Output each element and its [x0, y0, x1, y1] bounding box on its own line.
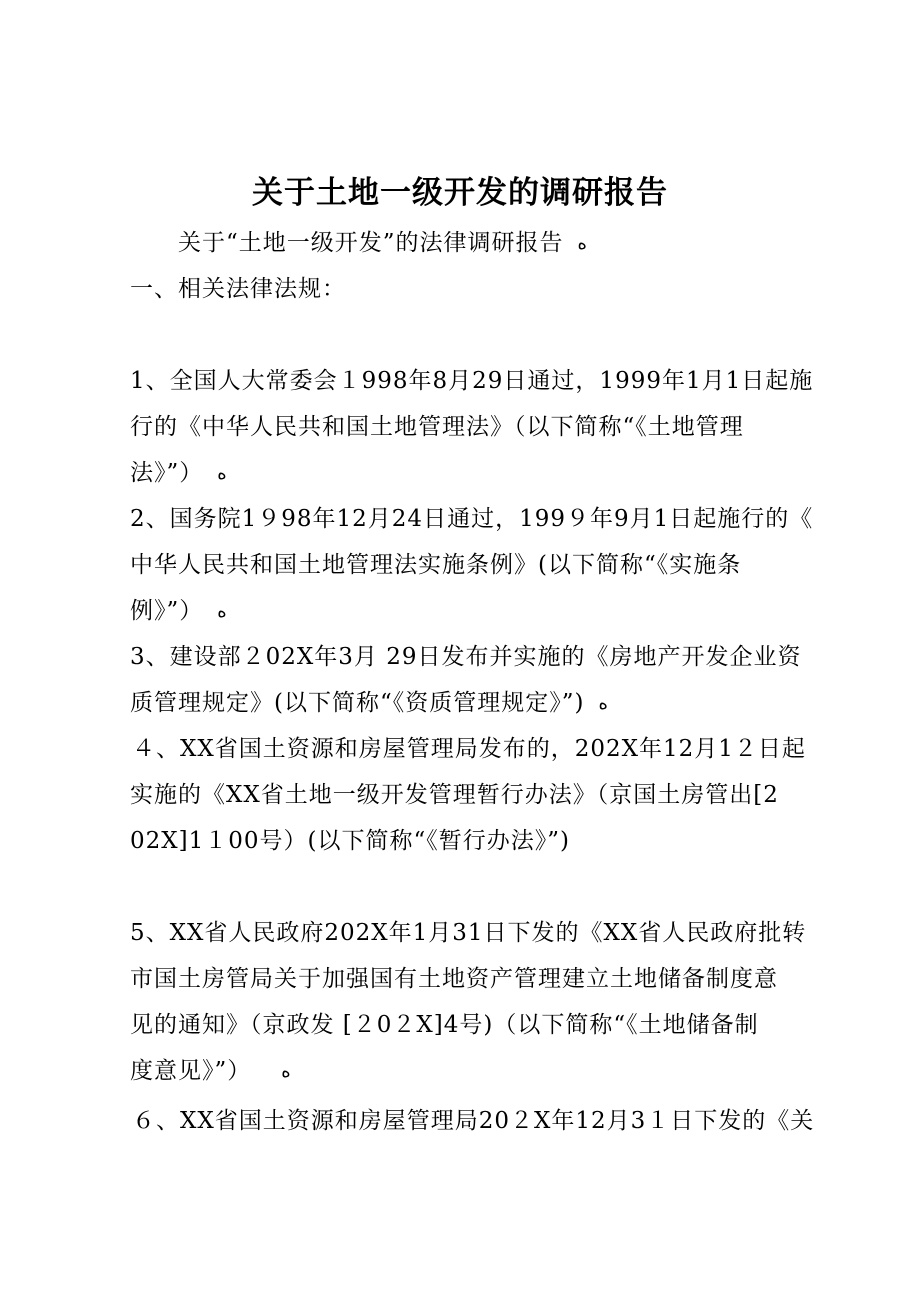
- item-2-line-3: [130, 594, 227, 629]
- item-4-line-3: 02X]1１00号）(以下简称“《暂行办法》”): [130, 828, 570, 854]
- subtitle: 关于“土地一级开发”的法律调研报告: [178, 230, 564, 256]
- item-1-line-3-text: 法》”）: [130, 460, 204, 486]
- document-title: 关于土地一级开发的调研报告: [252, 175, 668, 211]
- item-2-line-3-text: 例》”）: [130, 598, 204, 624]
- item-5-line-1: 5、XX省人民政府202X年1月31日下发的《XX省人民政府批转: [130, 920, 807, 946]
- item-3-line-1: 3、建设部２02X年3月 29日发布并实施的《房地产开发企业资: [130, 644, 802, 670]
- paragraph-mark: ﻩ: [577, 233, 587, 254]
- section-heading: 一、相关法律法规：: [130, 276, 346, 302]
- item-1-line-3: [130, 456, 227, 491]
- item-5-line-4-text: 度意见》”）: [130, 1058, 252, 1084]
- item-4-line-2: 实施的《XX省土地一级开发管理暂行办法》（京国土房管出[2: [130, 782, 779, 808]
- item-4-line-1: ４、XX省国土资源和房屋管理局发布的，202X年12月1２日起: [132, 736, 806, 762]
- paragraph-mark: ﻩ: [598, 693, 608, 714]
- paragraph-mark: ﻩ: [217, 463, 227, 484]
- item-2-line-2: 中华人民共和国土地管理法实施条例》(以下简称“《实施条: [130, 552, 742, 578]
- item-3-line-2-text: 质管理规定》(以下简称“《资质管理规定》”): [130, 690, 585, 716]
- item-5-line-3: 见的通知》（京政发 [２0２X]4号)（以下简称“《土地储备制: [130, 1012, 759, 1038]
- subtitle-line: [178, 226, 587, 261]
- item-2-line-1: 2、国务院1９98年12月24日通过，199９年9月1日起施行的《: [130, 506, 814, 532]
- item-3-line-2: [130, 686, 608, 721]
- paragraph-mark: ﻩ: [217, 601, 227, 622]
- item-6-line-1: ６、XX省国土资源和房屋管理局20２X年12月3１日下发的《关: [132, 1108, 815, 1134]
- paragraph-mark: ﻩ: [281, 1061, 291, 1082]
- item-1-line-2: 行的《中华人民共和国土地管理法》（以下简称“《土地管理: [130, 414, 744, 440]
- item-5-line-2: 市国土房管局关于加强国有土地资产管理建立土地储备制度意: [130, 966, 778, 992]
- item-1-line-1: 1、全国人大常委会１998年8月29日通过，1999年1月1日起施: [130, 368, 814, 394]
- item-5-line-4: [130, 1054, 291, 1089]
